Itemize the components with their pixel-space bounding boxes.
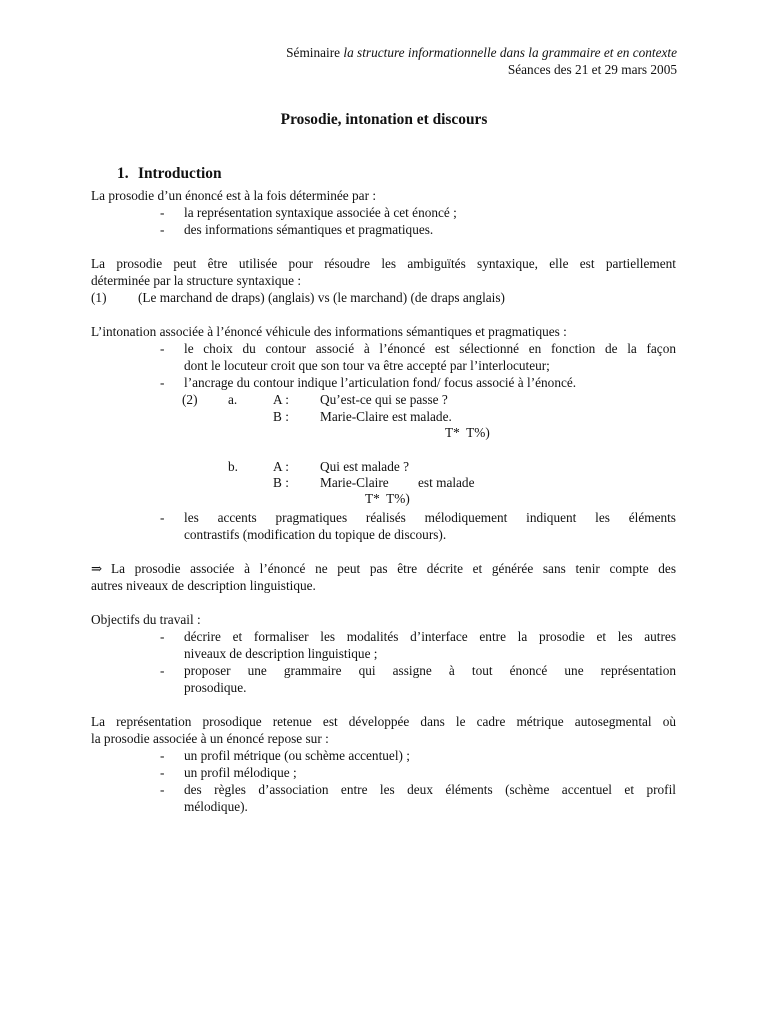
objectives-item1-line2: niveaux de description linguistique ; <box>184 646 378 661</box>
representation-line1: La représentation prosodique retenue est développée dans le cadre métrique autosegmental où <box>91 714 676 729</box>
page-title: Prosodie, intonation et discours <box>280 111 488 128</box>
section-heading <box>117 165 222 182</box>
example-2b-speaker-a: A : <box>273 459 289 474</box>
objectives-item2-line2: prosodique. <box>184 680 247 695</box>
header-dates: Séances des 21 et 29 mars 2005 <box>507 62 677 77</box>
example-2a-question: Qu’est-ce qui se passe ? <box>320 392 448 407</box>
example-2b-speaker-b: B : <box>273 475 289 490</box>
bullet-dash: - <box>160 663 165 678</box>
header-italic-title: la structure informationnelle dans la grammaire et en contexte <box>343 45 677 60</box>
example-2-number: (2) <box>182 392 198 407</box>
section-number: 1. <box>117 165 129 182</box>
bullet-dash: - <box>160 765 165 780</box>
para3-item3-line1: les accents pragmatiques réalisés mélodiquement indiquent les éléments <box>184 510 676 525</box>
example-2b-tones: T* T%) <box>365 491 410 506</box>
example-2a-letter: a. <box>228 392 238 407</box>
example-2b-answer-subject: Marie-Claire <box>320 475 389 490</box>
header-seminar <box>286 44 677 61</box>
objectives-item1-line1: décrire et formaliser les modalités d’interface entre la prosodie et les autres <box>184 629 676 644</box>
bullet-dash: - <box>160 205 165 220</box>
bullet-dash: - <box>160 375 165 390</box>
para3-lead: L’intonation associée à l’énoncé véhicule des informations sémantiques et pragmatiques : <box>91 324 567 339</box>
conclusion-line1: La prosodie associée à l’énoncé ne peut pas être décrite et générée sans tenir compte des <box>111 561 676 576</box>
header-prefix: Séminaire <box>286 45 344 60</box>
representation-item1: un profil métrique (ou schème accentuel) ; <box>184 748 410 763</box>
representation-line2: la prosodie associée à un énoncé repose sur : <box>91 731 329 746</box>
example-2a-answer: Marie-Claire est malade. <box>320 409 452 424</box>
example-2b-answer-predicate: est malade <box>418 475 475 490</box>
para3-item3-line2: contrastifs (modification du topique de discours). <box>184 527 447 542</box>
conclusion-line2: autres niveaux de description linguistique. <box>91 578 316 593</box>
representation-item3-line2: mélodique). <box>184 799 248 814</box>
objectives-lead: Objectifs du travail : <box>91 612 201 627</box>
implies-arrow: ⇒ <box>91 561 103 576</box>
bullet-dash: - <box>160 629 165 644</box>
intro-lead: La prosodie d’un énoncé est à la fois déterminée par : <box>91 188 377 203</box>
section-label: Introduction <box>138 165 222 182</box>
bullet-dash: - <box>160 222 165 237</box>
bullet-dash: - <box>160 510 165 525</box>
example-2b-question: Qui est malade ? <box>320 459 409 474</box>
representation-item3-line1: des règles d’association entre les deux éléments (schème accentuel et profil <box>184 782 676 797</box>
intro-item-1: la représentation syntaxique associée à cet énoncé ; <box>184 205 457 220</box>
example-1-number: (1) <box>91 290 107 305</box>
bullet-dash: - <box>160 748 165 763</box>
para2-line1: La prosodie peut être utilisée pour résoudre les ambiguïtés syntaxique, elle est partiellement <box>91 256 676 271</box>
para2-line2: déterminée par la structure syntaxique : <box>91 273 302 288</box>
para3-item1-line2: dont le locuteur croit que son tour va être accepté par l’interlocuteur; <box>184 358 550 373</box>
intro-item-2: des informations sémantiques et pragmatiques. <box>184 222 434 237</box>
example-2a-speaker-b: B : <box>273 409 289 424</box>
bullet-dash: - <box>160 341 165 356</box>
objectives-item2-line1: proposer une grammaire qui assigne à tout énoncé une représentation <box>184 663 676 678</box>
example-1-text: (Le marchand de draps) (anglais) vs (le marchand) (de draps anglais) <box>138 290 505 305</box>
example-2a-speaker-a: A : <box>273 392 289 407</box>
example-2b-letter: b. <box>228 459 238 474</box>
example-2a-tones: T* T%) <box>445 425 490 440</box>
bullet-dash: - <box>160 782 165 797</box>
para3-item2: l’ancrage du contour indique l’articulation fond/ focus associé à l’énoncé. <box>184 375 577 390</box>
para3-item1-line1: le choix du contour associé à l’énoncé est sélectionné en fonction de la façon <box>184 341 676 356</box>
representation-item2: un profil mélodique ; <box>184 765 297 780</box>
